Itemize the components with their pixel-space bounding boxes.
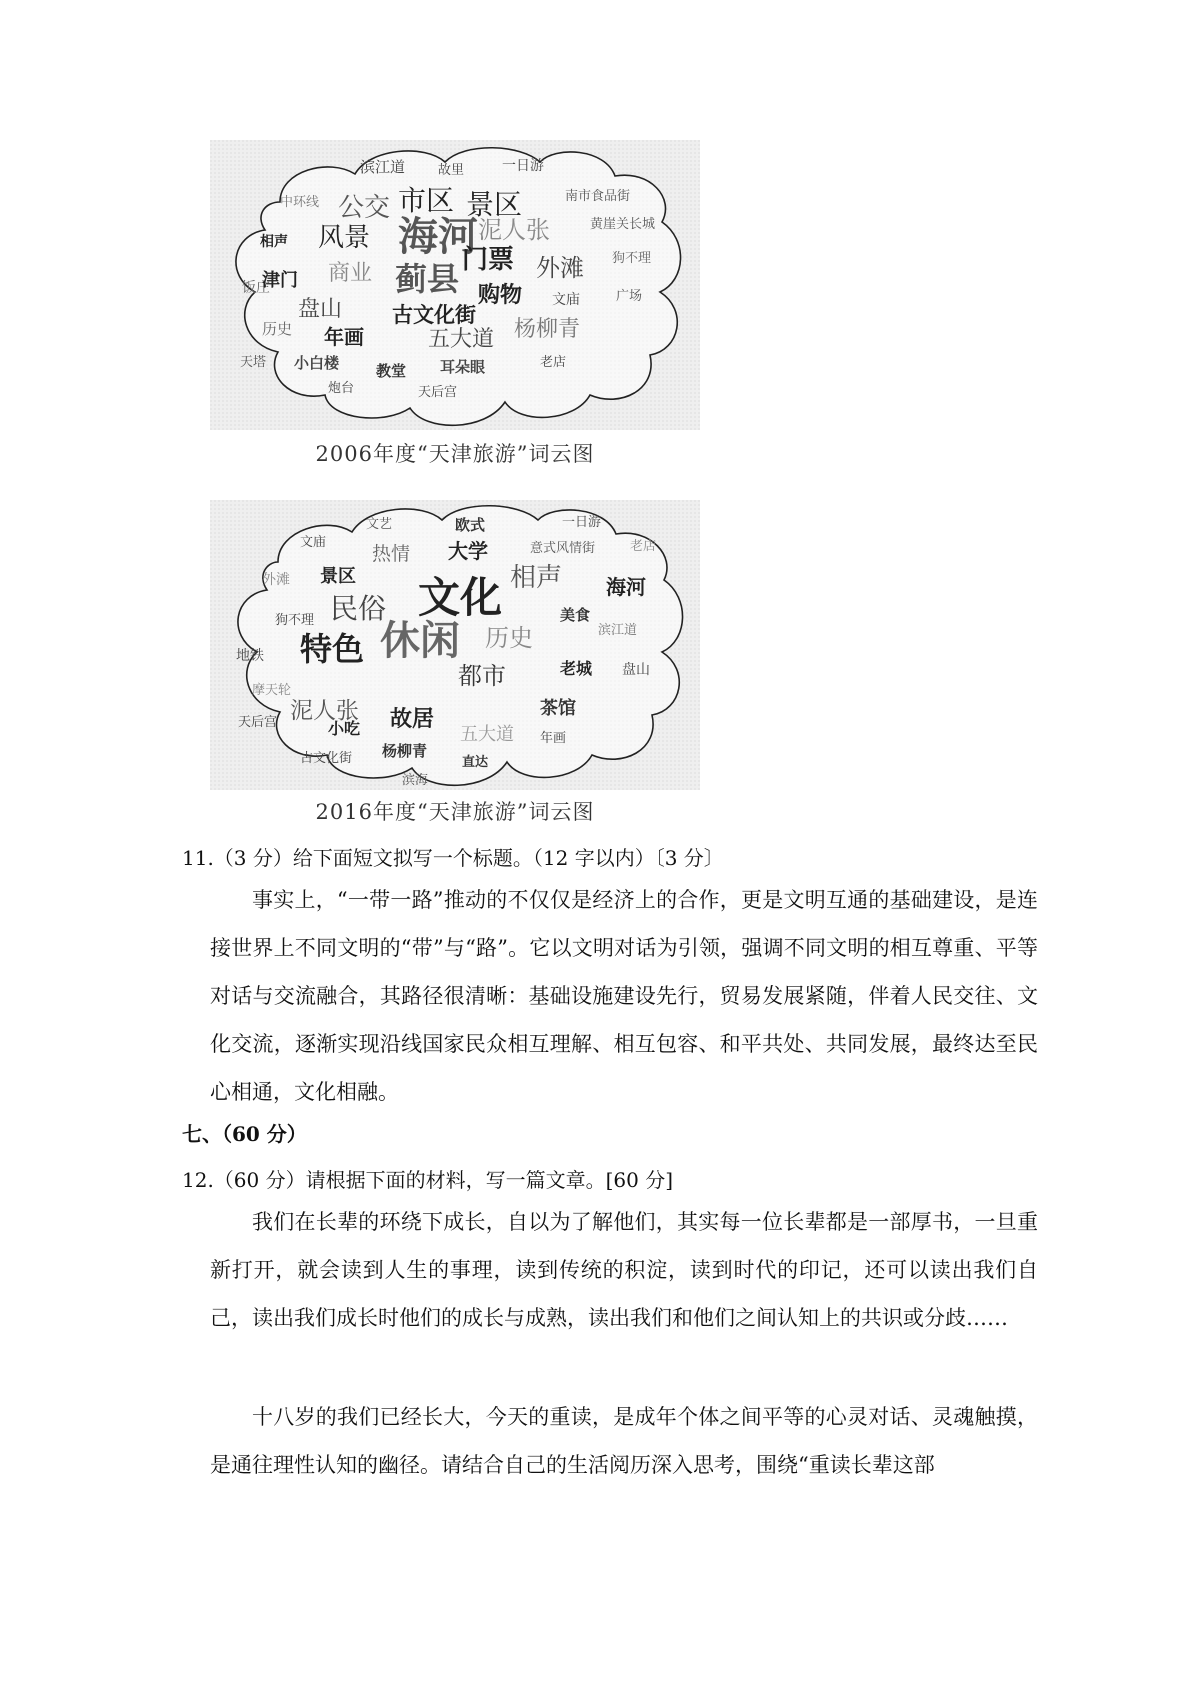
wordcloud-2006-word: 门票	[462, 245, 515, 275]
wordcloud-2016-word: 历史	[485, 624, 533, 652]
wordcloud-2006-word: 故里	[438, 163, 465, 178]
wordcloud-2006-word: 天塔	[240, 355, 267, 370]
wordcloud-2016-word: 盘山	[622, 662, 650, 678]
wordcloud-2006-word: 滨江道	[360, 158, 406, 176]
wordcloud-2016-word: 都市	[458, 662, 506, 690]
wordcloud-2016-figure	[210, 500, 700, 830]
wordcloud-2006-word: 泥人张	[478, 216, 550, 244]
wordcloud-2006-word: 广场	[616, 289, 643, 304]
wordcloud-2006-word: 五大道	[428, 327, 495, 352]
wordcloud-2016-word: 意式风情街	[530, 541, 596, 556]
wordcloud-2006-word: 古文化街	[392, 303, 476, 327]
wordcloud-2016-word: 滨江道	[598, 623, 638, 638]
wordcloud-2006-word: 文庙	[552, 292, 580, 308]
wordcloud-2016-word: 年画	[540, 731, 567, 746]
wordcloud-2016-word: 狗不理	[275, 613, 315, 628]
wordcloud-2006-word: 狗不理	[612, 251, 652, 266]
wordcloud-2016-word: 休闲	[380, 618, 460, 664]
wordcloud-2006-word: 风景	[318, 223, 371, 253]
wordcloud-2006-word: 市区	[398, 184, 455, 217]
wordcloud-2006-word: 南市食品街	[565, 189, 631, 204]
wordcloud-2016-word: 海河	[606, 575, 646, 599]
wordcloud-2006-word: 蓟县	[395, 260, 460, 298]
wordcloud-2016-word: 文庙	[300, 535, 327, 550]
wordcloud-2016-word: 五大道	[460, 724, 514, 745]
wordcloud-2016-word: 大学	[448, 539, 488, 563]
wordcloud-2016-word: 泥人张	[290, 698, 359, 724]
wordcloud-2006-word: 年画	[324, 325, 364, 349]
wordcloud-2016-word: 故居	[390, 707, 435, 732]
wordcloud-2016-word: 茶馆	[540, 698, 576, 719]
wordcloud-2016-word: 美食	[560, 606, 591, 624]
wordcloud-2016-word: 老城	[560, 659, 593, 678]
wordcloud-2016-word: 欧式	[455, 516, 486, 534]
wordcloud-2016-word: 直达	[462, 755, 489, 770]
wordcloud-2016-word: 滨海	[402, 773, 429, 788]
wordcloud-2006-word: 耳朵眼	[440, 358, 486, 376]
section-7-heading: 七、（60 分）	[182, 1122, 307, 1146]
wordcloud-2006-word: 饭庄	[242, 280, 270, 296]
wordcloud-2016-word: 一日游	[562, 515, 602, 530]
wordcloud-2016-word: 景区	[320, 566, 356, 587]
wordcloud-2016-caption: 2016年度“天津旅游”词云图	[315, 800, 595, 824]
wordcloud-2016-word: 地铁	[236, 648, 264, 664]
wordcloud-2006-word: 一日游	[502, 158, 544, 174]
wordcloud-2006-word: 杨柳青	[514, 317, 581, 342]
question-12-heading: 12.（60 分）请根据下面的材料，写一篇文章。[60 分]	[182, 1168, 674, 1192]
question-12-paragraph-2: 十八岁的我们已经长大，今天的重读，是成年个体之间平等的心灵对话、灵魂触摸，是通往理性认知的幽径。请结合自己的生活阅历深入思考，围绕“重读长辈这部	[210, 1405, 1038, 1477]
wordcloud-2006-word: 中环线	[280, 195, 320, 210]
wordcloud-2006-word: 老店	[540, 355, 567, 370]
question-12-paragraph-1: 我们在长辈的环绕下成长，自以为了解他们，其实每一位长辈都是一部厚书，一旦重新打开，就会读到人生的事理，读到传统的积淀，读到时代的印记，还可以读出我们自己，读出我们成长时他们的成长与成熟，读出我们和他们之间认知上的共识或分歧……	[210, 1210, 1038, 1330]
wordcloud-2016-word: 摩天轮	[252, 683, 292, 698]
wordcloud-2016-word: 热情	[372, 543, 411, 565]
wordcloud-2006-word: 公交	[338, 193, 391, 223]
wordcloud-2006-word: 外滩	[536, 254, 584, 282]
wordcloud-2006-word: 天后宫	[418, 385, 458, 400]
wordcloud-2016-word: 古文化街	[300, 751, 353, 766]
wordcloud-2016-image	[210, 500, 700, 790]
wordcloud-2016-word: 相声	[510, 563, 563, 593]
wordcloud-2006-word: 购物	[478, 283, 523, 308]
wordcloud-2016-word: 文化	[418, 573, 503, 622]
wordcloud-2006-word: 津门	[262, 270, 298, 291]
wordcloud-2006-image	[210, 140, 700, 430]
question-11-paragraph: 事实上，“一带一路”推动的不仅仅是经济上的合作，更是文明互通的基础建设，是连接世界上不同文明的“带”与“路”。它以文明对话为引领，强调不同文明的相互尊重、平等对话与交流融合，其路径很清晰：基础设施建设先行，贸易发展紧随，伴着人民交往、文化交流，逐渐实现沿线国家民众相互理解、相互包容、和平共处、共同发展，最终达至民心相通，文化相融。	[210, 888, 1038, 1104]
wordcloud-2006-word: 盘山	[298, 297, 343, 322]
wordcloud-2006-word: 相声	[260, 234, 288, 250]
wordcloud-2006-word: 商业	[328, 261, 373, 286]
wordcloud-2006-word: 海河	[398, 214, 478, 260]
wordcloud-2016-word: 特色	[300, 630, 365, 668]
wordcloud-2016-word: 天后宫	[238, 715, 278, 730]
wordcloud-2016-word: 外滩	[262, 572, 290, 588]
wordcloud-2006-word: 景区	[466, 188, 523, 221]
wordcloud-2016-word: 小吃	[328, 719, 361, 738]
wordcloud-2016-word: 杨柳青	[382, 742, 428, 760]
wordcloud-2006-word: 炮台	[328, 381, 355, 396]
wordcloud-2016-word: 民俗	[330, 592, 387, 625]
question-11-heading: 11.（3 分）给下面短文拟写一个标题。（12 字以内）〔3 分〕	[182, 846, 724, 870]
wordcloud-2006-word: 历史	[262, 320, 293, 338]
wordcloud-2006-word: 小白楼	[294, 354, 340, 372]
wordcloud-2016-word: 老店	[630, 539, 657, 554]
wordcloud-2016-word: 文艺	[366, 517, 393, 532]
wordcloud-2006-caption: 2006年度“天津旅游”词云图	[315, 442, 595, 466]
wordcloud-2006-word: 教堂	[376, 362, 407, 380]
wordcloud-2006-word: 黄崖关长城	[590, 217, 656, 232]
wordcloud-2006-figure	[210, 140, 700, 475]
